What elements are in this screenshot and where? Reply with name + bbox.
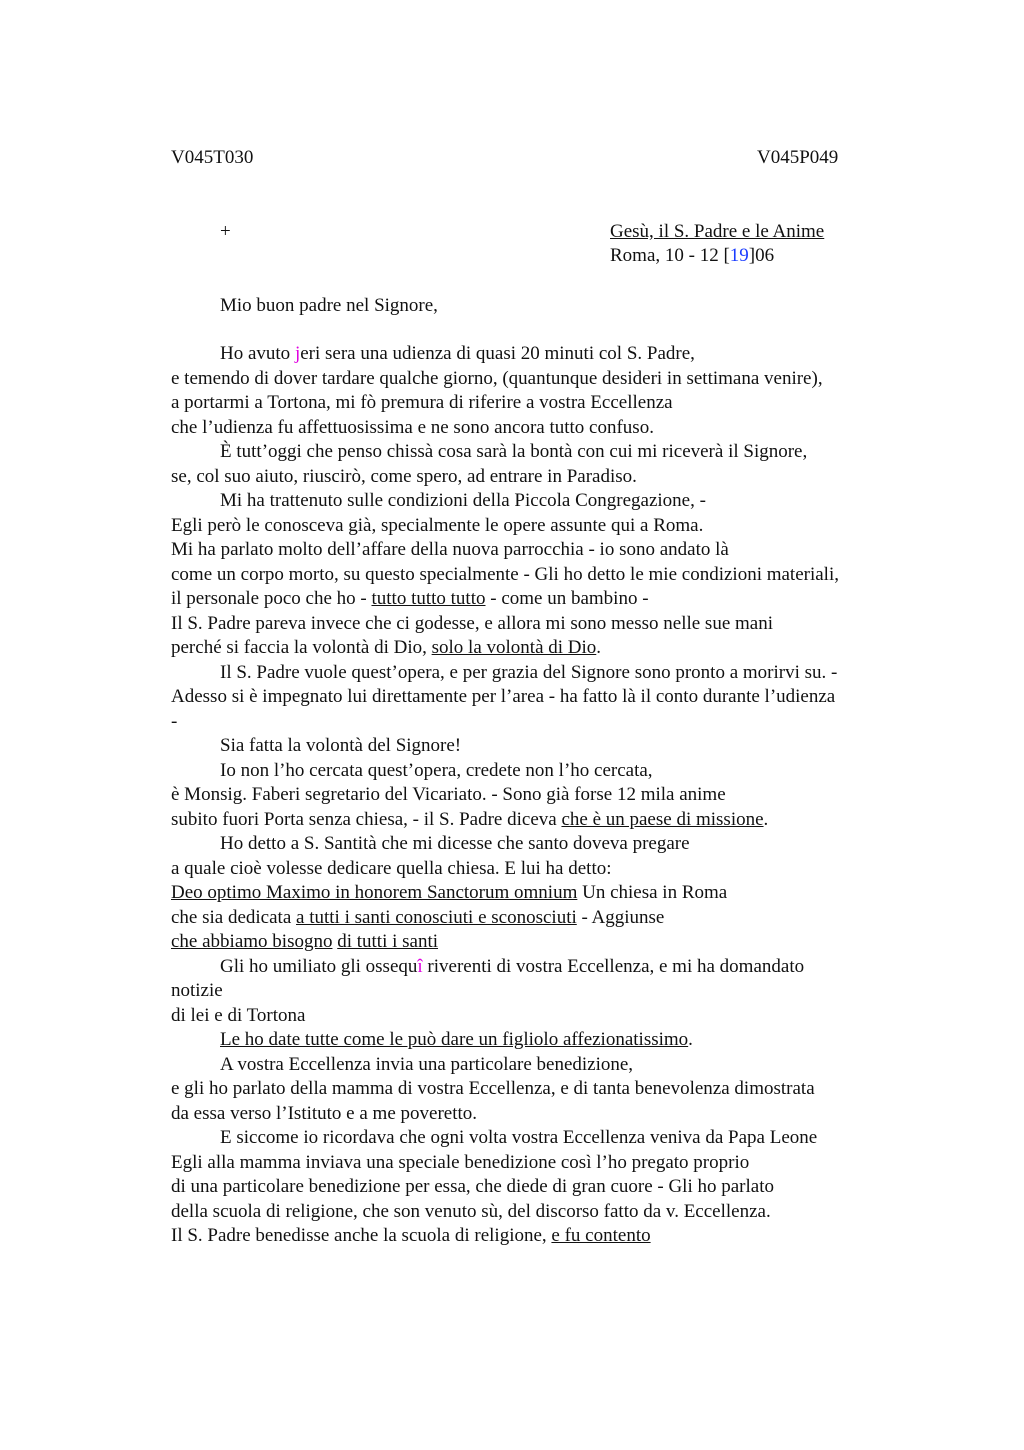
letter-line — [171, 342, 911, 367]
letter-line — [171, 538, 911, 563]
letter-line — [171, 1077, 911, 1102]
line-text: Egli alla mamma inviava una speciale benedizione così l’ho pregato proprio — [171, 1151, 750, 1173]
highlighted-text: î — [417, 955, 423, 977]
letter-line — [171, 783, 911, 808]
letter-line — [171, 808, 911, 833]
line-text: Mi ha trattenuto sulle condizioni della Piccola Congregazione, - — [220, 490, 706, 511]
line-text: riverenti di vostra Eccellenza, e mi ha domandato — [422, 955, 805, 977]
letter-line — [171, 391, 911, 416]
letter-line — [171, 1175, 911, 1200]
line-text: che sia dedicata — [171, 906, 297, 928]
underlined-text: di tutti i santi — [337, 931, 439, 952]
line-text: E siccome io ricordava che ogni volta vostra Eccellenza veniva da Papa Leone — [220, 1127, 818, 1148]
letter-line — [171, 661, 911, 686]
line-text: eri sera una udienza di quasi 20 minuti col S. Padre, — [300, 343, 695, 364]
letter-line — [171, 563, 911, 588]
letter-line — [171, 685, 911, 710]
line-text: . — [763, 808, 769, 830]
underlined-text: solo la volontà di Dio — [431, 637, 597, 658]
line-text: Il S. Padre pareva invece che ci godesse, e allora mi sono messo nelle sue mani — [171, 612, 773, 634]
letter-line — [171, 979, 911, 1004]
line-text: Sia fatta la volontà del Signore! — [220, 735, 462, 756]
letter-line — [171, 857, 911, 882]
line-text: . — [688, 1029, 693, 1050]
letter-line — [171, 734, 911, 759]
line-text: se, col suo aiuto, riuscirò, come spero, ad entrare in Paradiso. — [171, 465, 637, 487]
underlined-text: a tutti i santi conosciuti e sconosciuti — [296, 906, 577, 928]
letter-line — [171, 1028, 911, 1053]
letter-line — [171, 1151, 911, 1176]
letter-body — [171, 342, 911, 1249]
underlined-text: che abbiamo bisogno — [171, 931, 333, 952]
letter-line — [171, 587, 911, 612]
line-text: il personale poco che ho - — [171, 588, 372, 609]
line-text: e temendo di dover tardare qualche giorno, (quantunque desideri in settimana venire), — [171, 367, 823, 389]
line-text: Gli ho umiliato gli ossequ — [220, 955, 418, 977]
letter-line — [171, 612, 911, 637]
line-text: e gli ho parlato della mamma di vostra Eccellenza, e di tanta benevolenza dimostrata — [171, 1078, 815, 1099]
line-text: è Monsig. Faberi segretario del Vicariato. - Sono già forse 12 mila anime — [171, 784, 726, 805]
line-text: Egli però le conosceva già, specialmente le opere assunte qui a Roma. — [171, 514, 704, 536]
letter-line — [171, 1004, 911, 1029]
letter-line — [171, 367, 911, 392]
line-text: da essa verso l’Istituto e a me poveretto. — [171, 1102, 478, 1124]
line-text: notizie — [171, 980, 223, 1001]
line-text: di una particolare benedizione per essa, che diede di gran cuore - Gli ho parlato — [171, 1176, 774, 1197]
line-text: Io non l’ho cercata quest’opera, credete non l’ho cercata, — [220, 759, 653, 781]
letter-line — [171, 636, 911, 661]
letter-line — [171, 1126, 911, 1151]
line-text: Il S. Padre vuole quest’opera, e per grazia del Signore sono pronto a morirvi su. - — [220, 661, 838, 683]
letter-line — [171, 1102, 911, 1127]
line-text: A vostra Eccellenza invia una particolare benedizione, — [220, 1053, 634, 1075]
line-text: Ho detto a S. Santità che mi dicesse che santo doveva pregare — [220, 833, 690, 854]
letter-line — [171, 440, 911, 465]
line-text: - come un bambino - — [485, 588, 649, 609]
letter-line — [171, 416, 911, 441]
letter-line — [171, 1200, 911, 1225]
line-text: Adesso si è impegnato lui direttamente per l’area - ha fatto là il conto durante l’udienza — [171, 686, 836, 707]
document-code-right: V045P049 — [757, 147, 839, 168]
letter-line — [171, 465, 911, 490]
line-text: di lei e di Tortona — [171, 1004, 306, 1026]
salutation: Mio buon padre nel Signore, — [220, 295, 438, 316]
underlined-text: tutto tutto tutto — [371, 588, 486, 609]
letter-line — [171, 1224, 911, 1249]
letter-line — [171, 881, 911, 906]
line-text: come un corpo morto, su questo specialmente - Gli ho detto le mie condizioni materiali, — [171, 563, 839, 585]
line-text: perché si faccia la volontà di Dio, — [171, 637, 432, 658]
letter-title: Gesù, il S. Padre e le Anime — [610, 221, 825, 242]
underlined-text: Deo optimo Maximo in honorem Sanctorum omnium — [171, 882, 578, 903]
letter-line — [171, 514, 911, 539]
date-year-highlight: 19 — [729, 245, 749, 266]
line-text: subito fuori Porta senza chiesa, - il S. Padre diceva — [171, 808, 562, 830]
underlined-text: che è un paese di missione — [561, 808, 764, 830]
letter-date — [610, 244, 774, 269]
line-text: a portarmi a Tortona, mi fò premura di riferire a vostra Eccellenza — [171, 392, 673, 413]
letter-line — [171, 906, 911, 931]
line-text: - Aggiunse — [576, 906, 665, 928]
underlined-text: Le ho date tutte come le può dare un figliolo affezionatissimo — [220, 1029, 689, 1050]
letter-line — [171, 759, 911, 784]
letter-line — [171, 489, 911, 514]
line-text: che l’udienza fu affettuosissima e ne sono ancora tutto confuso. — [171, 416, 654, 438]
letter-line — [171, 930, 911, 955]
underlined-text: e fu contento — [551, 1225, 651, 1246]
line-text: della scuola di religione, che son venuto sù, del discorso fatto da v. Eccellenza. — [171, 1200, 771, 1222]
letter-line — [171, 1053, 911, 1078]
line-text: a quale cioè volesse dedicare quella chiesa. E lui ha detto: — [171, 857, 612, 879]
line-text: Il S. Padre benedisse anche la scuola di religione, — [171, 1225, 552, 1246]
document-code-left: V045T030 — [171, 147, 254, 168]
line-text: Ho avuto — [220, 343, 295, 364]
line-text: - — [171, 710, 178, 732]
date-prefix: Roma, 10 - 12 [ — [610, 245, 730, 266]
line-text: È tutt’oggi che penso chissà cosa sarà la bontà con cui mi riceverà il Signore, — [220, 441, 808, 462]
date-suffix: ]06 — [748, 245, 775, 266]
letter-line — [171, 955, 911, 980]
line-text: . — [596, 637, 602, 658]
line-text: Un chiesa in Roma — [577, 882, 728, 903]
letter-line — [171, 832, 911, 857]
line-text: Mi ha parlato molto dell’affare della nuova parrocchia - io sono andato là — [171, 539, 729, 560]
letter-line — [171, 710, 911, 735]
highlighted-text: j — [294, 343, 301, 364]
cross-mark: + — [220, 221, 231, 242]
